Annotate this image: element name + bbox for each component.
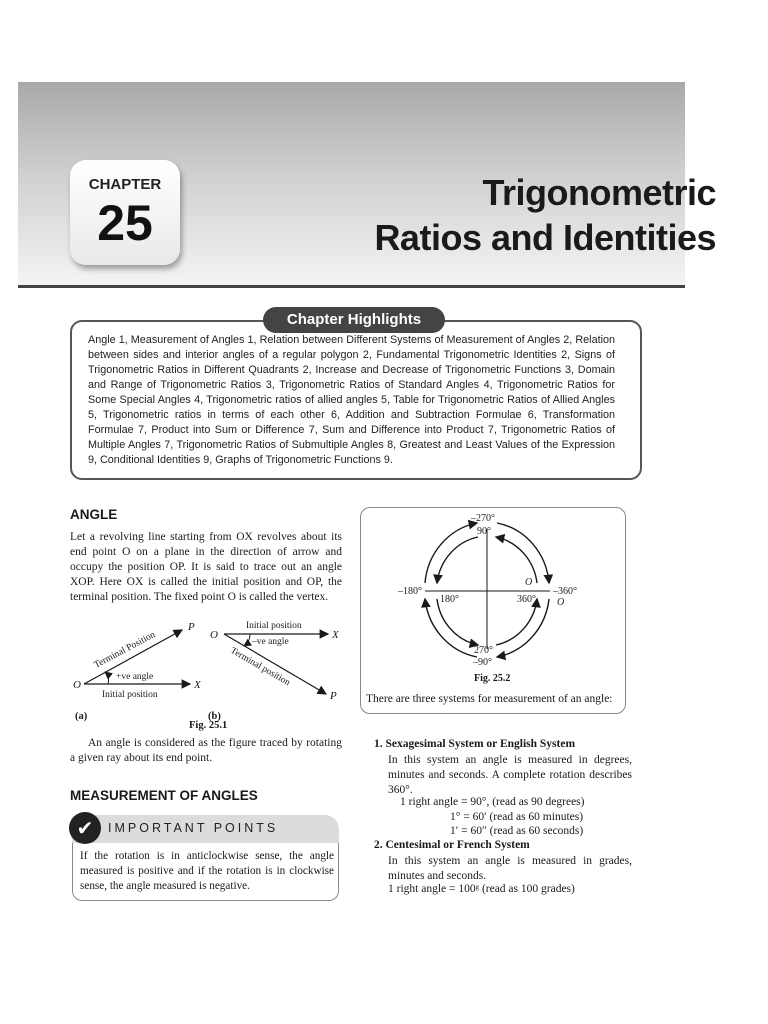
system-1-eq3: 1′ = 60″ (read as 60 seconds): [450, 825, 584, 837]
fig-b-angle-label: –ve angle: [252, 637, 289, 647]
angle-paragraph: Let a revolving line starting from OX revolves about its end point O on a plane in the direction of arrow and occupy the position OP. It is said to trace out an angle XOP. Here OX is called the initial position and OP, the terminal position. The fixed point O is called the vertex.: [70, 531, 342, 603]
fig-a-label: (a): [75, 711, 88, 722]
system-2-text: In this system an angle is measured in grades, minutes and seconds.: [388, 855, 632, 882]
chapter-badge: [70, 160, 180, 265]
fig2-right-O2: O: [557, 597, 565, 608]
chapter-title-line2: Ratios and Identities: [374, 217, 716, 258]
fig2-top-inner: 90°: [477, 526, 491, 537]
fig2-outer-arc-2: [497, 599, 549, 657]
fig-a-X: X: [194, 679, 201, 691]
fig2-inner-arc-2: [437, 537, 478, 583]
fig-b-P: P: [330, 690, 337, 702]
chapter-title-line1: Trigonometric: [482, 172, 716, 213]
three-systems-line: There are three systems for measurement of an angle:: [366, 693, 613, 705]
fig-b-terminal-label: Terminal position: [228, 645, 292, 689]
system-2-title: 2. Centesimal or French System: [374, 839, 530, 851]
fig-25-1-caption: Fig. 25.1: [189, 720, 228, 731]
fig-a-initial-label: Initial position: [102, 690, 158, 700]
fig2-right-outer: –360°: [553, 586, 577, 597]
fig2-left-inner: 180°: [440, 594, 459, 605]
important-points-title: IMPORTANT POINTS: [108, 821, 279, 835]
system-2-eq1: 1 right angle = 100ᵍ (read as 100 grades): [388, 883, 575, 895]
fig-b-angle-arc: [244, 634, 250, 646]
figure-25-2: [360, 507, 626, 697]
chapter-label: CHAPTER: [88, 176, 162, 193]
fig2-caption: Fig. 25.2: [474, 673, 511, 684]
checkmark-icon: ✔: [69, 812, 101, 844]
fig2-right-O: O: [525, 577, 533, 588]
measurement-heading: MEASUREMENT OF ANGLES: [70, 788, 258, 803]
fig2-right-inner: 360°: [517, 594, 536, 605]
fig2-bottom-outer: –90°: [473, 657, 492, 668]
fig2-outer-arc-3: [425, 599, 477, 657]
chapter-number: 25: [97, 195, 153, 251]
fig-a-angle-arc: [105, 672, 109, 684]
fig-b-O: O: [210, 629, 218, 641]
system-1-eq1: 1 right angle = 90°, (read as 90 degrees): [400, 796, 585, 808]
figure-25-1: [60, 612, 350, 732]
fig-b-initial-label: Initial position: [246, 621, 302, 631]
chapter-title: [374, 170, 716, 260]
fig2-top-outer: –270°: [471, 513, 495, 524]
angle-paragraph-2: An angle is considered as the figure traced by rotating a given ray about its end point.: [70, 737, 342, 764]
chapter-highlights-tab: Chapter Highlights: [263, 307, 445, 333]
chapter-highlights-text: Angle 1, Measurement of Angles 1, Relation between Different Systems of Measurement of Angles 2, Relation between sides and interior angles of a regular polygon 2, Fundamental Trigonometric Identities 2, Signs of Trigonometric Ratios in Different Quadrants 2, Increase and Decrease of Trigonometric Functions 3, Domain and Range of Trigonometric Ratios 3, Trigonometric Ratios of Standard Angles 4, Trigonometric Ratios for Some Special Angles 4, Trigonometric ratios of allied angles 5, Table for Trigonometric Ratios of Allied Angles 5, Trigonometric ratios in terms of each other 6, Addition and Subtraction Formulae 6, Transformation Formulae 7, Product into Sum or Difference 7, Sum and Difference into Product 7, Trigonometric Ratios of Multiple Angles 7, Trigonometric Ratios of Submultiple Angles 8, Greatest and Least Values of the Expression 9, Conditional Identities 9, Graphs of Trigonometric Functions 9.: [88, 334, 615, 466]
system-1-eq2: 1° = 60′ (read as 60 minutes): [450, 811, 584, 823]
fig-a-terminal-label: Terminal Position: [92, 630, 158, 671]
fig-a-angle-label: +ve angle: [116, 672, 154, 682]
system-1-title: 1. Sexagesimal System or English System: [374, 738, 576, 750]
fig-b-label: (b): [208, 711, 221, 722]
system-1-text: In this system an angle is measured in degrees, minutes and seconds. A complete rotation describes 360°.: [388, 754, 632, 796]
important-points-text: If the rotation is in anticlockwise sense, the angle measured is positive and if the rotation is in clockwise sense, the angle measured is negative.: [80, 850, 334, 892]
fig-a-O: O: [73, 679, 81, 691]
angle-heading: ANGLE: [70, 507, 118, 522]
fig-a-P: P: [188, 621, 195, 633]
fig-b-X: X: [332, 629, 339, 641]
fig2-left-outer: –180°: [398, 586, 422, 597]
fig2-bottom-inner: 270°: [474, 645, 493, 656]
